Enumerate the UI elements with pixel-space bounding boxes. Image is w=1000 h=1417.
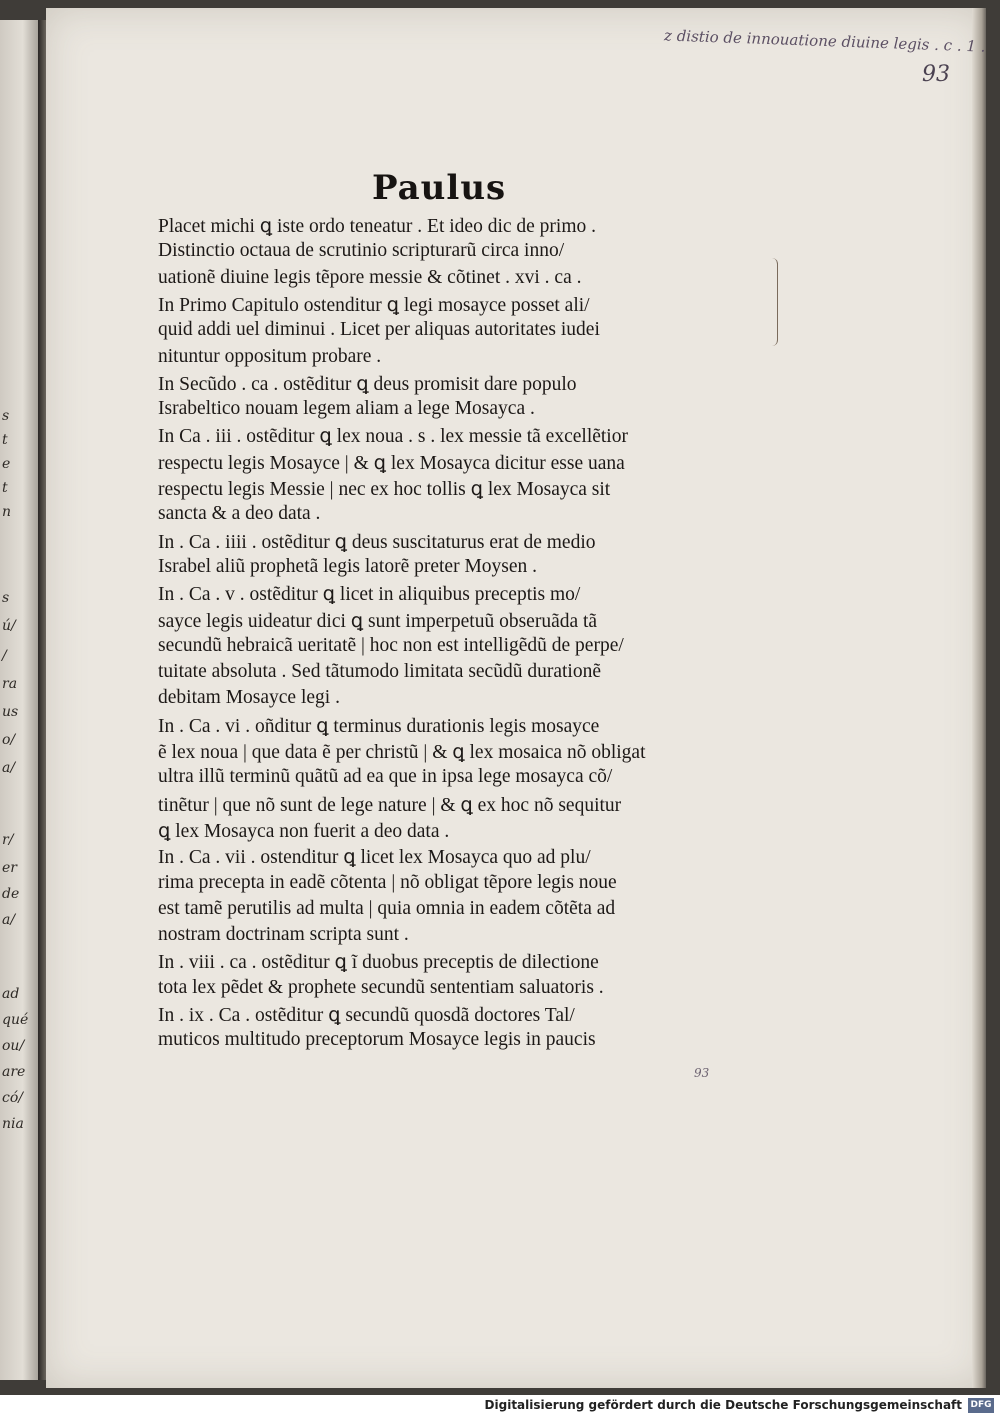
text-line: debitam Mosayce legi . <box>158 687 340 709</box>
text-line: tinẽtur | que nõ sunt de lege nature | & ꝗ ex hoc nõ sequitur <box>158 794 622 816</box>
page-number-note: 93 <box>694 1066 710 1080</box>
text-line: Israbel aliũ prophetã legis latorẽ preter Moysen . <box>158 555 538 577</box>
text-line: tota lex pẽdet & prophete secundũ sententiam saluatoris . <box>158 976 604 998</box>
facing-page-text-fragments <box>0 20 38 1380</box>
text-line: Israbeltico nouam legem aliam a lege Mosayca . <box>158 398 535 420</box>
text-line: In Primo Capitulo ostenditur ꝗ legi mosayce posset ali/ <box>158 294 590 316</box>
facing-page-fragment: n <box>2 504 12 520</box>
text-line: nostram doctrinam scripta sunt . <box>158 924 409 946</box>
text-line: muticos multitudo preceptorum Mosayce legis in paucis <box>158 1029 596 1051</box>
dfg-logo: DFG <box>968 1398 994 1413</box>
facing-page-fragment: s <box>2 408 10 424</box>
text-line: sayce legis uideatur dici ꝗ sunt imperpetuũ obseruãda tã <box>158 610 598 632</box>
heading-paulus: Paulus <box>372 168 507 208</box>
facing-page-fragment: ad <box>2 986 20 1002</box>
text-line: In . ix . Ca . ostẽditur ꝗ secundũ quosdã doctores Tal/ <box>158 1005 575 1026</box>
footer-credit: Digitalisierung gefördert durch die Deutsche Forschungsgemeinschaft <box>484 1398 962 1412</box>
text-line: In . Ca . vi . oñditur ꝗ terminus durationis legis mosayce <box>158 715 600 737</box>
text-line: nituntur oppositum probare . <box>158 345 382 367</box>
text-line: secundũ hebraicã ueritatẽ | hoc non est intelligẽdũ de perpe/ <box>158 634 624 656</box>
text-line: sancta & a deo data . <box>158 503 321 525</box>
text-line: ẽ lex noua | que data ẽ per christũ | & ꝗ lex mosaica nõ obligat <box>158 742 646 763</box>
facing-page-fragment: ú/ <box>2 618 16 634</box>
text-line: In Ca . iii . ostẽditur ꝗ lex noua . s . lex messie tã excellẽtior <box>158 426 628 448</box>
folio-number: 93 <box>922 62 950 87</box>
text-line: est tamẽ perutilis ad multa | quia omnia in eadem cõtẽta ad <box>158 897 616 919</box>
distinctio-line: Distinctio octaua de scrutinio scripturarũ circa inno/ <box>158 240 565 262</box>
facing-page-fragment: us <box>2 704 19 720</box>
text-line: respectu legis Messie | nec ex hoc tollis ꝗ lex Mosayca sit <box>158 479 611 500</box>
facing-page-fragment: t <box>2 480 8 496</box>
text-line: Placet michi ꝗ iste ordo teneatur . Et ideo dic de primo . <box>158 216 597 237</box>
facing-page-edge <box>0 20 38 1380</box>
facing-page-fragment: ra <box>2 676 18 692</box>
facing-page-fragment: r/ <box>2 832 14 848</box>
text-line: ꝗ lex Mosayca non fuerit a deo data . <box>158 820 450 842</box>
facing-page-fragment: t <box>2 432 8 448</box>
text-line: quid addi uel diminui . Licet per aliquas autoritates iudei <box>158 319 600 341</box>
text-line: In . Ca . vii . ostenditur ꝗ licet lex Mosayca quo ad plu/ <box>158 847 591 869</box>
facing-page-fragment: e <box>2 456 11 472</box>
text-line: respectu legis Mosayce | & ꝗ lex Mosayca dicitur esse uana <box>158 452 625 474</box>
facing-page-fragment: qué <box>2 1012 29 1028</box>
text-line: ultra illũ terminũ quãtũ ad ea que in ipsa lege mosayca cõ/ <box>158 766 613 788</box>
facing-page-fragment: er <box>2 860 17 876</box>
text-line: tuitate absoluta . Sed tãtumodo limitata secũdũ durationẽ <box>158 661 601 683</box>
text-line: rima precepta in eadẽ cõtenta | nõ obligat tẽpore legis noue <box>158 871 617 893</box>
text-line: In . Ca . iiii . ostẽditur ꝗ deus suscitaturus erat de medio <box>158 531 596 553</box>
facing-page-fragment: a/ <box>2 760 16 776</box>
text-line: In . viii . ca . ostẽditur ꝗ ĩ duobus preceptis de dilectione <box>158 952 599 974</box>
marginal-note: z distio de innouatione diuine legis . c . 1 . <box>663 26 986 56</box>
facing-page-fragment: ou/ <box>2 1038 25 1054</box>
marginal-bracket <box>771 258 778 346</box>
manuscript-page <box>46 8 986 1388</box>
text-line: uationẽ diuine legis tẽpore messie & cõtinet . xvi . ca . <box>158 266 582 288</box>
facing-page-fragment: s <box>2 590 10 606</box>
facing-page-fragment: a/ <box>2 912 16 928</box>
page-edge <box>972 8 986 1388</box>
text-line: In . Ca . v . ostẽditur ꝗ licet in aliquibus preceptis mo/ <box>158 584 581 606</box>
facing-page-fragment: có/ <box>2 1090 23 1106</box>
digitization-footer <box>0 1395 1000 1417</box>
text-line: In Secũdo . ca . ostẽditur ꝗ deus promisit dare populo <box>158 373 577 395</box>
facing-page-fragment: de <box>2 886 20 902</box>
facing-page-fragment: o/ <box>2 732 16 748</box>
facing-page-fragment: are <box>2 1064 26 1080</box>
facing-page-fragment: / <box>2 648 7 664</box>
facing-page-fragment: nia <box>2 1116 24 1132</box>
